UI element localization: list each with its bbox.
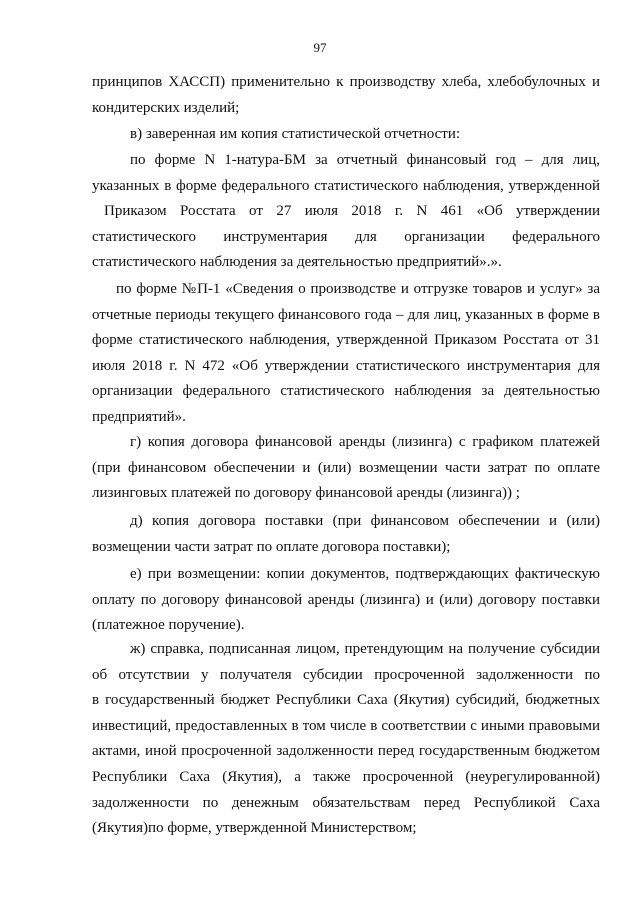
paragraph-continuation bbox=[92, 70, 600, 121]
text-line: ж) справка, подписанная лицом, претендующим на получение субсидии bbox=[130, 641, 600, 657]
text-line: оплату по договору финансовой аренды (лизинга) и (или) договору поставки bbox=[92, 591, 600, 608]
text-line: июля 2018 г. N 472 «Об утверждении статистического инструментария для bbox=[92, 357, 600, 374]
text-line: Приказом Росстата от 27 июля 2018 г. N 461 «Об утверждении bbox=[104, 203, 600, 220]
text-line: предприятий». bbox=[92, 408, 186, 425]
text-line: кондитерских изделий; bbox=[92, 99, 240, 116]
text-line: отчетные периоды текущего финансового года – для лиц, указанных в форме в bbox=[92, 306, 600, 323]
paragraph-item-e bbox=[92, 562, 600, 639]
text-line: актами, иной просроченной задолженности перед государственным бюджетом bbox=[92, 743, 600, 760]
paragraph-form-p1 bbox=[92, 277, 600, 431]
text-line: е) при возмещении: копии документов, подтверждающих фактическую bbox=[130, 566, 600, 582]
text-line: принципов ХАССП) применительно к производству хлеба, хлебобулочных и bbox=[92, 74, 600, 90]
text-line: об отсутствии у получателя субсидии просроченной задолженности по bbox=[92, 666, 600, 683]
text-line: указанных в форме федерального статистического наблюдения, утвержденной bbox=[92, 177, 600, 194]
text-line: Республики Саха (Якутия), а также просроченной (неурегулированной) bbox=[92, 768, 600, 785]
paragraph-form-1-natura bbox=[92, 148, 600, 276]
paragraph-item-g bbox=[92, 430, 600, 507]
text-line: задолженности по денежным обязательствам перед Республикой Саха bbox=[92, 794, 600, 811]
text-line: в государственный бюджет Республики Саха (Якутия) субсидий, бюджетных bbox=[92, 692, 600, 709]
paragraph-item-d bbox=[92, 509, 600, 560]
page-number: 97 bbox=[313, 40, 327, 55]
text-line: лизинговых платежей по договору финансовой аренды (лизинга)) ; bbox=[92, 485, 520, 502]
text-line: (Якутия)по форме, утвержденной Министерством; bbox=[92, 820, 417, 837]
text-line: в) заверенная им копия статистической отчетности: bbox=[130, 126, 461, 142]
text-line: г) копия договора финансовой аренды (лизинга) с графиком платежей bbox=[130, 434, 600, 450]
text-line: форме статистического наблюдения, утвержденной Приказом Росстата от 31 bbox=[92, 332, 600, 349]
paragraph-item-zh bbox=[92, 637, 600, 842]
text-line: (при финансовом обеспечении и (или) возмещении части затрат по оплате bbox=[92, 459, 600, 476]
text-line: возмещении части затрат по оплате договора поставки); bbox=[92, 538, 451, 555]
text-line: статистического наблюдения за деятельностью предприятий».». bbox=[92, 254, 502, 271]
text-line: по форме N 1-натура-БМ за отчетный финансовый год – для лиц, bbox=[130, 152, 600, 168]
text-line: д) копия договора поставки (при финансовом обеспечении и (или) bbox=[130, 513, 600, 529]
text-line: организации федерального статистического наблюдения за деятельностью bbox=[92, 383, 600, 400]
paragraph-item-v bbox=[92, 122, 600, 148]
text-line: (платежное поручение). bbox=[92, 617, 245, 634]
text-line: статистического инструментария для организации федерального bbox=[92, 228, 600, 245]
text-line: по форме №П-1 «Сведения о производстве и отгрузке товаров и услуг» за bbox=[116, 281, 600, 297]
text-line: инвестиций, предоставленных в том числе в соответствии с иными правовыми bbox=[92, 717, 600, 734]
